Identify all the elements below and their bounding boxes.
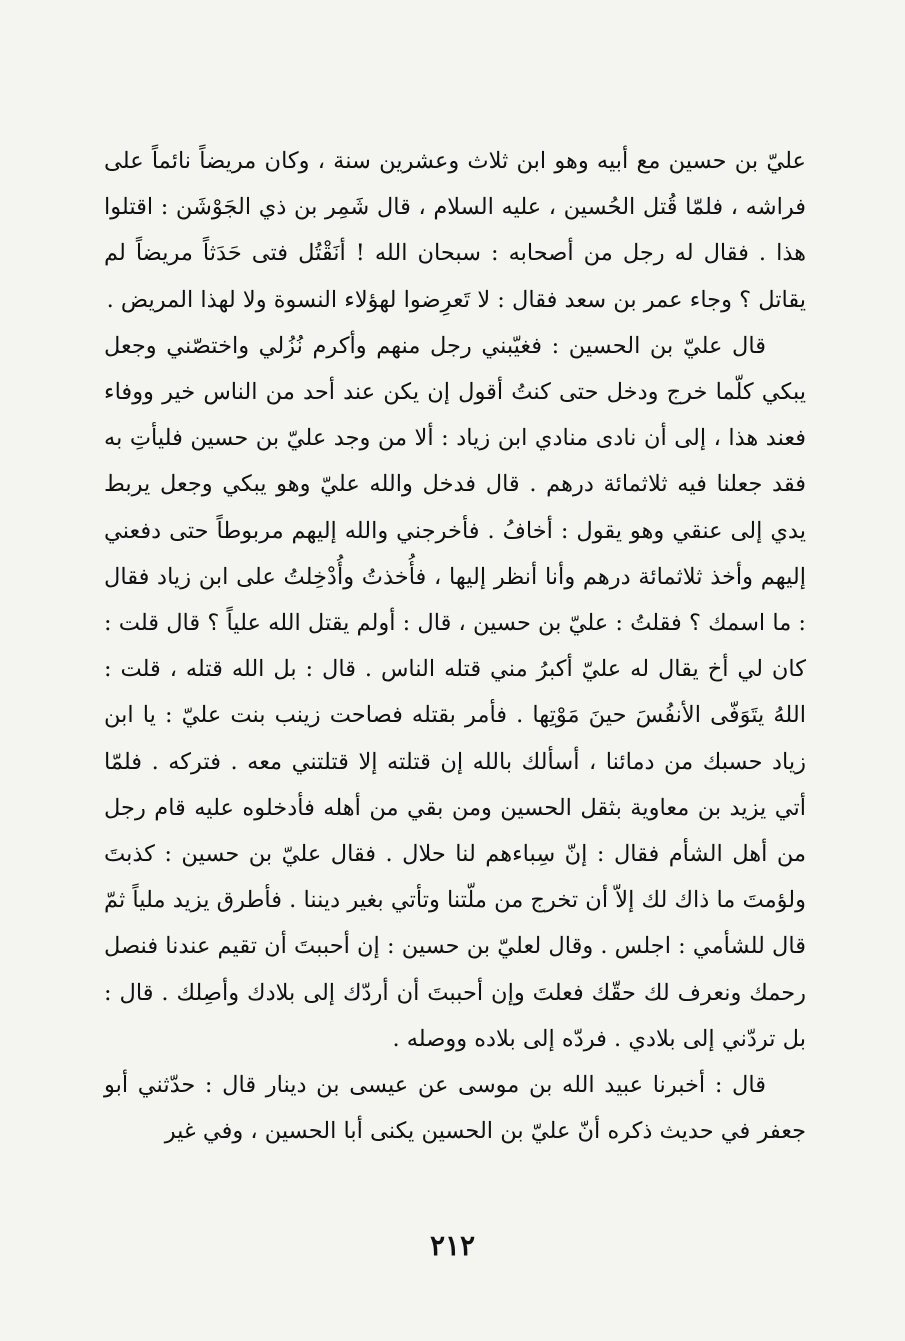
paragraph-2: قال عليّ بن الحسين : فغيّبني رجل منهم وأكرم نُزُلي واختصّني وجعل يبكي كلّما خرج ودخل حتى كنتُ أقول إن يكن عند أحد من الناس خير ووفاء فعند هذا ، إلى أن نادى منادي ابن زياد : ألا من وجد عليّ بن حسين فليأتِ به فقد جعلنا فيه ثلاثمائة درهم . قال فدخل والله عليّ وهو يبكي وجعل يربط يدي إلى عنقي وهو يقول : أخافُ . فأخرجني والله إليهم مربوطاً حتى دفعني إليهم وأخذ ثلاثمائة درهم وأنا أنظر إليها ، فأُخذتُ وأُدْخِلتُ على ابن زياد فقال : ما اسمك ؟ فقلتُ : عليّ بن حسين ، قال : أولم يقتل الله علياً ؟ قال قلت : كان لي أخ يقال له عليّ أكبرُ مني قتله الناس . قال : بل الله قتله ، قلت : اللهُ يتَوَفّى الأنفُسَ حينَ مَوْتِها . فأمر بقتله فصاحت زينب بنت عليّ : يا ابن زياد حسبك من دمائنا ، أسألك بالله إن قتلته إلا قتلتني معه . فتركه . فلمّا أتي يزيد بن معاوية بثقل الحسين ومن بقي من أهله فأدخلوه عليه قام رجل من أهل الشأم فقال : إنّ سِباءهم لنا حلال . فقال عليّ بن حسين : كذبتَ ولؤمتَ ما ذاك لك إلاّ أن تخرج من ملّتنا وتأتي بغير ديننا . فأطرق يزيد ملياً ثمّ قال للشأمي : اجلس . وقال لعليّ بن حسين : إن أحببتَ أن تقيم عندنا فنصل رحمك ونعرف لك حقّك فعلتَ وإن أحببتَ أن أردّك إلى بلادك وأصِلك . قال : بل تردّني إلى بلادي . فردّه إلى بلاده ووصله .	[104, 332, 806, 1052]
page-number: ٢١٢	[429, 1229, 476, 1262]
paragraph-1: عليّ بن حسين مع أبيه وهو ابن ثلاث وعشرين سنة ، وكان مريضاً نائماً على فراشه ، فلمّا قُتل الحُسين ، عليه السلام ، قال شَمِر بن ذي الجَوْشَن : اقتلوا هذا . فقال له رجل من أصحابه : سبحان الله ! أنَقْتُل فتى حَدَثاً مريضاً لم يقاتل ؟ وجاء عمر بن سعد فقال : لا تَعرِضوا لهؤلاء النسوة ولا لهذا المريض .	[104, 148, 806, 313]
paragraph-3: قال : أخبرنا عبيد الله بن موسى عن عيسى بن دينار قال : حدّثني أبو جعفر في حديث ذكره أنّ عليّ بن الحسين يكنى أبا الحسين ، وفي غير	[104, 1072, 806, 1145]
body-text	[104, 138, 806, 1154]
